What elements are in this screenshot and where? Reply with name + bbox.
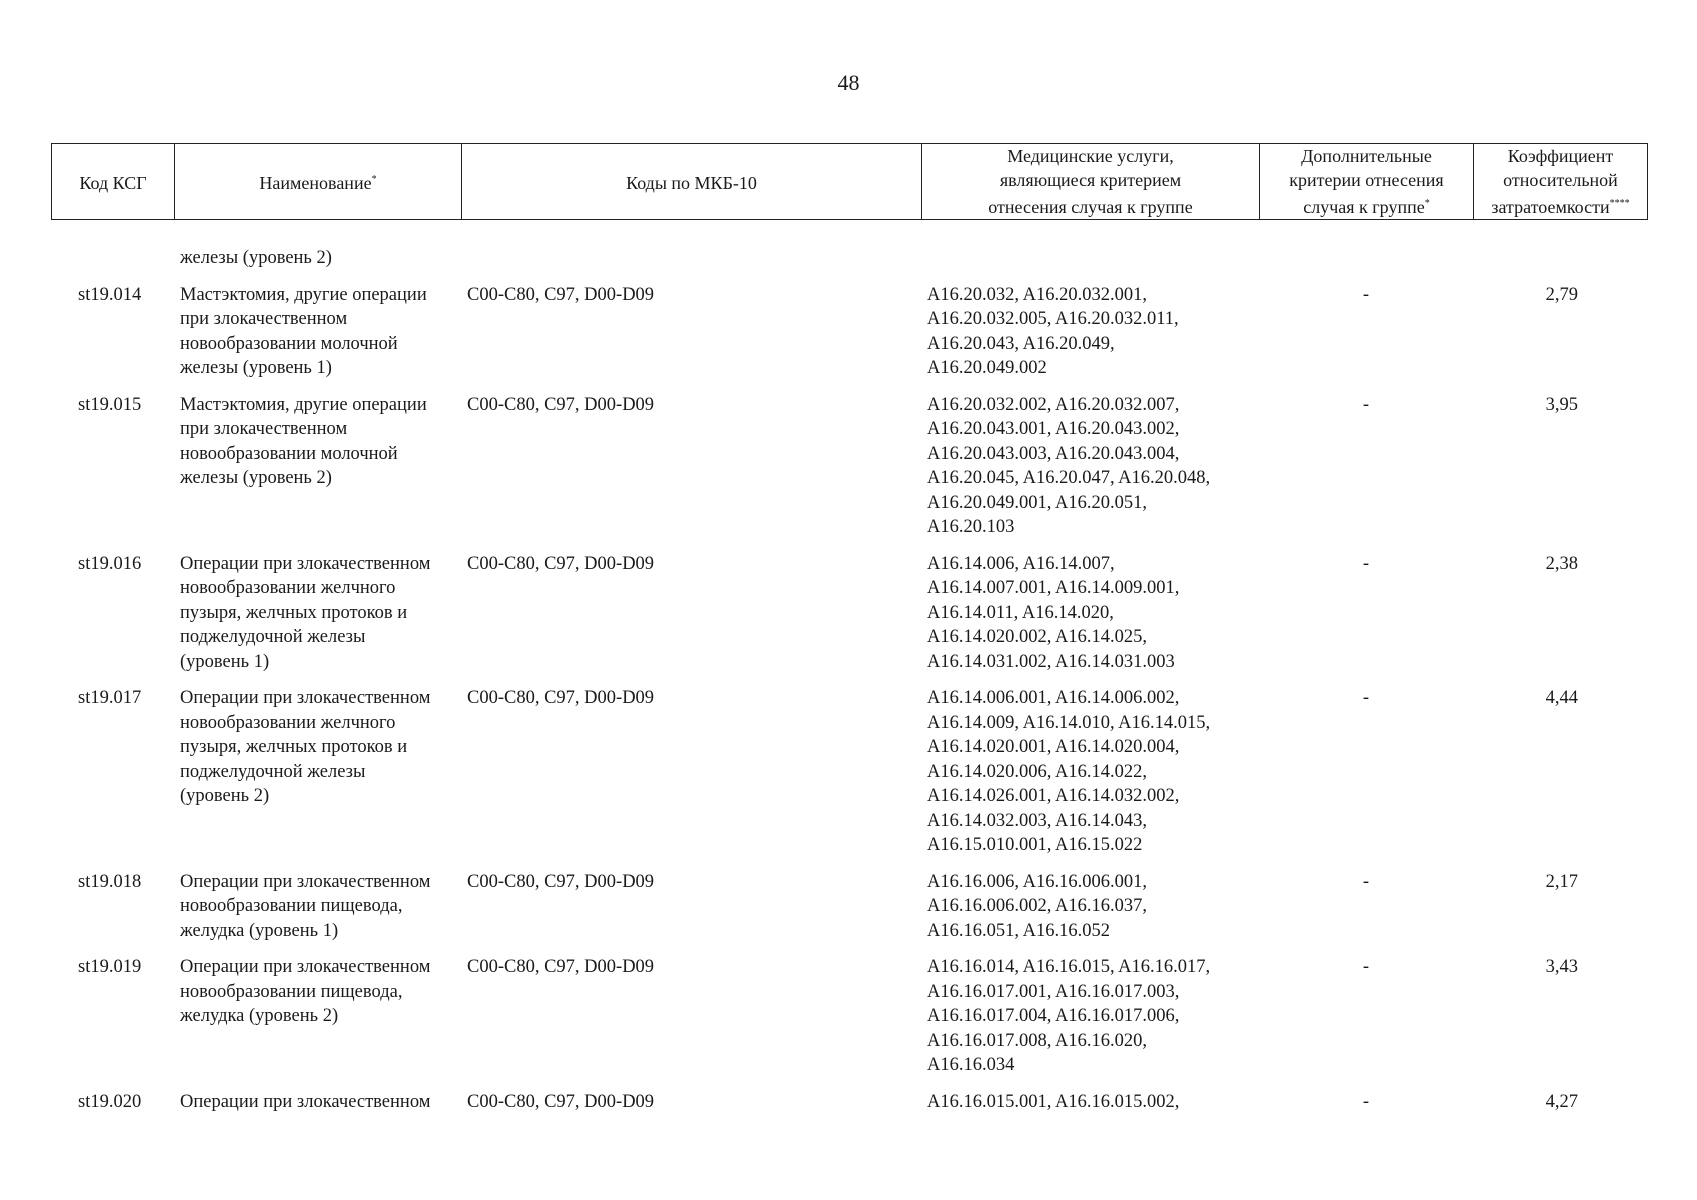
ksg-code-cell: st19.020 [78, 1091, 142, 1112]
extra-criteria-cell: - [1362, 688, 1370, 708]
header-cost-coefficient: Коэффициент относительной затратоемкости**** [1474, 144, 1648, 220]
services-cell: A16.14.006.001, A16.14.006.002, A16.14.009, A16.14.010, A16.14.015, A16.14.020.001, A16.14.020.004, A16.14.020.006, A16.14.022, A16.14.026.001, A16.14.032.002, A16.14.032.003, A16.14.043, A16.15.010.001, A16.15.022 [927, 688, 1211, 855]
table-row [51, 393, 1647, 552]
ksg-code-cell: st19.019 [78, 957, 142, 977]
continuation-text: железы (уровень 2) [180, 248, 332, 268]
icd10-cell: C00-C80, C97, D00-D09 [467, 394, 655, 415]
services-cell: A16.16.015.001, A16.16.015.002, [927, 1091, 1180, 1112]
table-row [51, 283, 1647, 393]
name-cell: Операции при злокачественном новообразовании пищевода, желудка (уровень 2) [180, 957, 431, 1026]
name-cell: Операции при злокачественном новообразовании желчного пузыря, желчных протоков и поджелудочной железы (уровень 1) [180, 553, 431, 672]
name-cell: Операции при злокачественном новообразовании пищевода, желудка (уровень 1) [180, 871, 431, 941]
services-cell: A16.16.006, A16.16.006.001, A16.16.006.002, A16.16.037, A16.16.051, A16.16.052 [927, 871, 1147, 941]
table-body [51, 246, 1647, 1126]
header-additional-criteria: Дополнительные критерии отнесения случая к группе* [1260, 144, 1474, 220]
continuation-row [51, 246, 1647, 283]
coefficient-cell: 3,95 [1545, 394, 1578, 415]
ksg-code-cell: st19.018 [78, 871, 142, 892]
table-header [51, 143, 1648, 220]
icd10-cell: C00-C80, C97, D00-D09 [467, 553, 655, 574]
table-row [51, 870, 1647, 956]
extra-criteria-cell: - [1362, 284, 1370, 305]
coefficient-cell: 2,38 [1545, 553, 1578, 574]
header-name: Наименование* [175, 144, 462, 220]
services-cell: A16.16.014, A16.16.015, A16.16.017, A16.16.017.001, A16.16.017.003, A16.16.017.004, A16.16.017.006, A16.16.017.008, A16.16.020, A16.16.034 [927, 957, 1211, 1075]
extra-criteria-cell: - [1362, 871, 1370, 892]
header-ksg-code: Код КСГ [52, 144, 175, 220]
ksg-code-cell: st19.014 [78, 284, 142, 305]
table-row [51, 552, 1647, 687]
ksg-code-cell: st19.017 [78, 688, 142, 708]
name-cell: Операции при злокачественном [180, 1091, 431, 1112]
icd10-cell: C00-C80, C97, D00-D09 [467, 957, 655, 977]
table-row [51, 686, 1647, 870]
coefficient-cell: 2,79 [1545, 284, 1578, 305]
services-cell: A16.20.032, A16.20.032.001, A16.20.032.005, A16.20.032.011, A16.20.043, A16.20.049, A16.20.049.002 [927, 284, 1179, 378]
extra-criteria-cell: - [1362, 394, 1370, 415]
extra-criteria-cell: - [1362, 957, 1370, 977]
ksg-code-cell: st19.015 [78, 394, 142, 415]
name-cell: Мастэктомия, другие операции при злокачественном новообразовании молочной железы (уровень 2) [180, 394, 427, 488]
icd10-cell: C00-C80, C97, D00-D09 [467, 688, 655, 708]
name-cell: Операции при злокачественном новообразовании желчного пузыря, желчных протоков и поджелудочной железы (уровень 2) [180, 688, 431, 806]
icd10-cell: C00-C80, C97, D00-D09 [467, 871, 655, 892]
name-cell: Мастэктомия, другие операции при злокачественном новообразовании молочной железы (уровень 1) [180, 284, 427, 378]
coefficient-cell: 4,44 [1545, 688, 1578, 708]
coefficient-cell: 3,43 [1545, 957, 1578, 977]
header-icd10-codes: Коды по МКБ-10 [462, 144, 922, 220]
page-number: 48 [837, 70, 860, 95]
coefficient-cell: 4,27 [1545, 1091, 1578, 1112]
icd10-cell: C00-C80, C97, D00-D09 [467, 1091, 655, 1112]
header-medical-services: Медицинские услуги, являющиеся критерием отнесения случая к группе [922, 144, 1260, 220]
services-cell: A16.14.006, A16.14.007, A16.14.007.001, A16.14.009.001, A16.14.011, A16.14.020, A16.14.020.002, A16.14.025, A16.14.031.002, A16.14.031.003 [927, 553, 1180, 672]
services-cell: A16.20.032.002, A16.20.032.007, A16.20.043.001, A16.20.043.002, A16.20.043.003, A16.20.043.004, A16.20.045, A16.20.047, A16.20.048, A16.20.049.001, A16.20.051, A16.20.103 [927, 394, 1211, 537]
extra-criteria-cell: - [1362, 1091, 1370, 1112]
table-row [51, 1090, 1647, 1127]
extra-criteria-cell: - [1362, 553, 1370, 574]
icd10-cell: C00-C80, C97, D00-D09 [467, 284, 655, 305]
ksg-code-cell: st19.016 [78, 553, 142, 574]
coefficient-cell: 2,17 [1545, 871, 1578, 892]
table-row [51, 955, 1647, 1090]
